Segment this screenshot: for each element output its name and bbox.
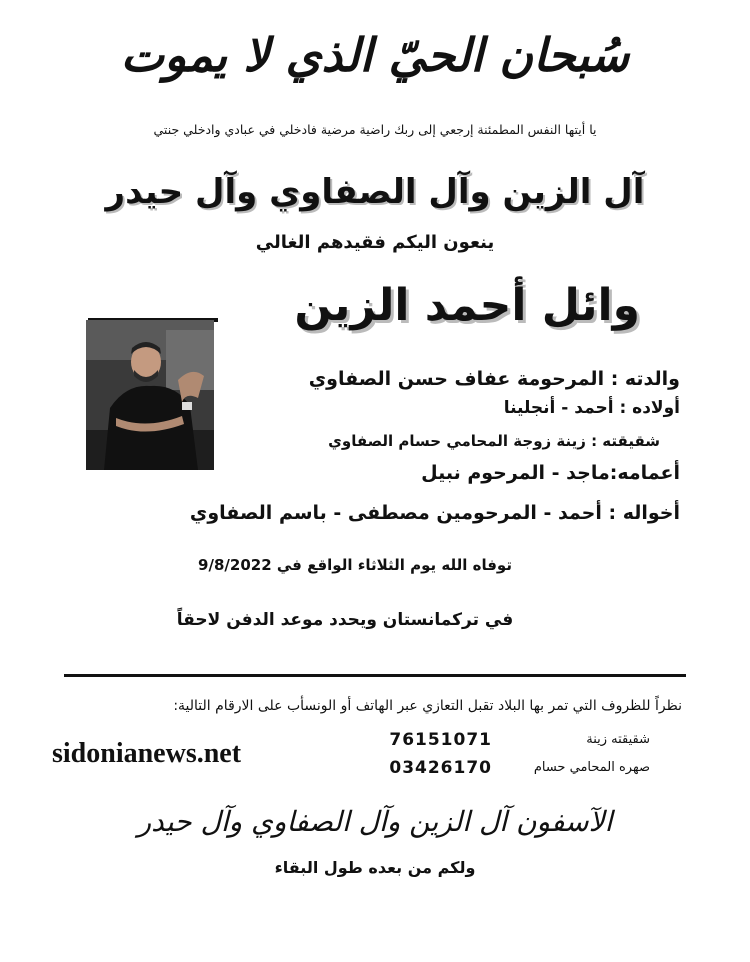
sister-line: شقيقته : زينة زوجة المحامي حسام الصفاوي [328,432,660,450]
quran-verse: يا أيتها النفس المطمئنة إرجعي إلى ربك راضية مرضية فادخلي في عبادي وادخلي جنتي [153,122,597,137]
paternal-uncles-line: أعمامه:ماجد - المرحوم نبيل [421,462,680,484]
death-notice: توفاه الله يوم الثلاثاء الواقع في 9/8/2022 [198,556,512,574]
bereaved-line: الآسفون آل الزين وآل الصفاوي وآل حيدر [137,805,613,838]
contact-number: 76151071 [389,730,492,750]
contact-label: شقيقته زينة [586,732,650,747]
contact-number: 03426170 [389,758,492,778]
deceased-photo [86,320,214,470]
header-calligraphy: سُبحان الحيّ الذي لا يموت [120,28,630,82]
children-line: أولاده : أحمد - أنجلينا [503,398,680,418]
section-divider [64,674,686,677]
families-heading: آل الزين وآل الصفاوي وآل حيدر [105,172,645,212]
maternal-uncles-line: أخواله : أحمد - المرحومين مصطفى - باسم الصفاوي [189,502,680,524]
mourn-line: ينعون اليكم فقيدهم الغالي [255,232,495,253]
condolence-note: نظراً للظروف التي تمر بها البلاد تقبل التعازي عبر الهاتف أو الونسأب على الارقام التالية: [173,698,682,714]
closing-line: ولكم من بعده طول البقاء [274,858,476,877]
watermark: sidonianews.net [52,738,242,769]
mother-line: والدته : المرحومة عفاف حسن الصفاوي [308,368,680,390]
deceased-name: وائل أحمد الزين [294,280,640,331]
contact-label: صهره المحامي حسام [533,760,650,775]
burial-notice: في تركمانستان ويحدد موعد الدفن لاحقاً [176,610,514,630]
portrait-image [86,320,214,470]
